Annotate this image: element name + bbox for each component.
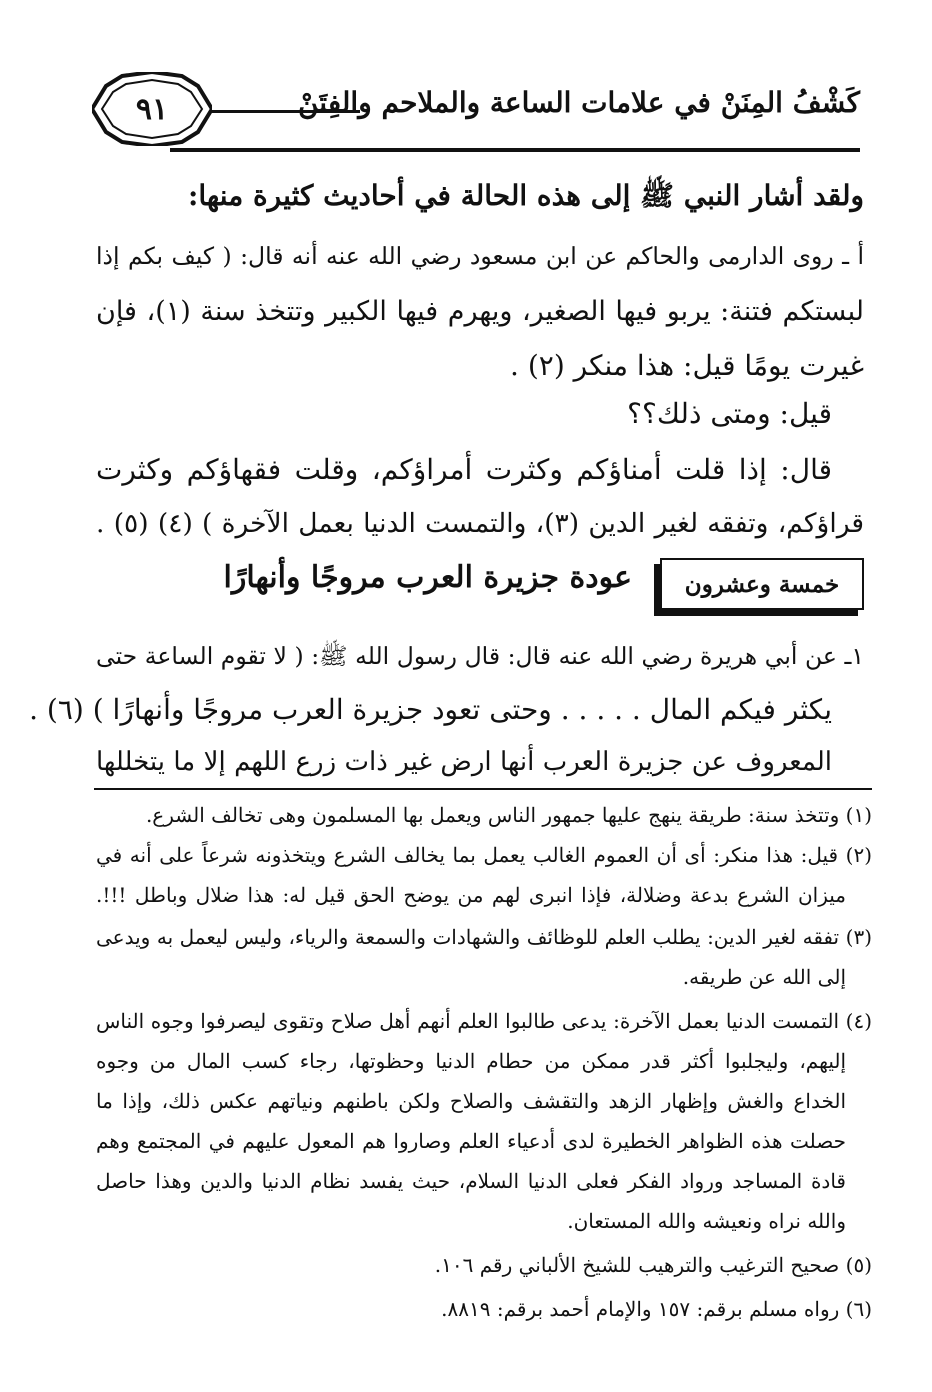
- hadith-a-line-3: غيرت يومًا قيل: هذا منكر (٢) .: [510, 349, 864, 382]
- header-dash: [208, 110, 360, 113]
- footnote-2-cont: ميزان الشرع بدعة وضلالة، فإذا انبرى لهم من يوضح الحق قيل له: هذا ضلال وباطل !!!.: [96, 883, 846, 907]
- answer-line-2: قراؤكم، وتفقه لغير الدين (٣)، والتمست الدنيا بعمل الآخرة ) (٤) (٥) .: [96, 508, 865, 539]
- answer-line-1: قال: إذا قلت أمناؤكم وكثرت أمراؤكم، وقلت فقهاؤكم وكثرت: [96, 453, 832, 486]
- hadith-1-line-3: المعروف عن جزيرة العرب أنها ارض غير ذات زرع اللهم إلا ما يتخللها: [96, 747, 832, 777]
- footnote-4-cont-3: حصلت هذه الظواهر الخطيرة لدى أدعياء العلم وصاروا هم المعول عليهم في المجتمع وهم: [96, 1129, 846, 1153]
- footnote-4-cont-5: والله نراه ونعيشه والله المستعان.: [567, 1209, 846, 1233]
- section-number-box: خمسة وعشرون: [660, 558, 864, 610]
- page-number: ٩١: [135, 91, 169, 127]
- question-line: قيل: ومتى ذلك؟؟: [627, 397, 832, 430]
- footnote-separator: [94, 788, 872, 790]
- intro-line: ولقد أشار النبي ﷺ إلى هذه الحالة في أحاديث كثيرة منها:: [188, 179, 864, 212]
- footnote-2: (٢) قيل: هذا منكر: أى أن العموم الغالب يعمل بما يخالف الشرع ويتخذونه شرعاً على أنه في: [96, 843, 872, 867]
- hadith-1-line-1: ١ـ عن أبي هريرة رضي الله عنه قال: قال رسول الله ﷺ: ( لا تقوم الساعة حتى: [96, 642, 864, 670]
- footnote-5: (٥) صحيح الترغيب والترهيب للشيخ الألباني رقم ١٠٦.: [434, 1253, 872, 1277]
- page-number-badge: [92, 72, 212, 146]
- footnote-4-cont-2: الخداع والغش وإظهار الزهد والتقشف والصلاح ولكن باطنهم ونياتهم عكس ذلك، وإذا ما: [96, 1089, 846, 1113]
- footnote-4: (٤) التمست الدنيا بعمل الآخرة: يدعى طالبوا العلم أنهم أهل صلاح وتقوى ليصرفوا وجوه الناس: [96, 1009, 872, 1033]
- page-header: [60, 66, 860, 152]
- hadith-a-line-2: لبستكم فتنة: يربو فيها الصغير، ويهرم فيها الكبير وتتخذ سنة (١)، فإن: [96, 296, 864, 327]
- footnote-4-cont-4: قادة المساجد ورواد الفكر فعلى الدنيا السلام، حيث يفسد نظام الدنيا والدين وهذا حاصل: [96, 1169, 846, 1193]
- footnote-4-cont-1: إليهم، وليجلبوا أكثر قدر ممكن من حطام الدنيا وحظوتها، رجاء كسب المال من وجوه: [96, 1049, 846, 1073]
- footnote-3-cont: إلى الله عن طريقه.: [682, 965, 846, 989]
- footnote-3: (٣) تفقه لغير الدين: يطلب العلم للوظائف والشهادات والسمعة والرياء، وليس ليعمل به ويدعى: [96, 925, 872, 949]
- hadith-a-line-1: أ ـ روى الدارمى والحاكم عن ابن مسعود رضي الله عنه أنه قال: ( كيف بكم إذا: [96, 242, 864, 270]
- hadith-1-line-2: يكثر فيكم المال . . . . . وحتى تعود جزيرة العرب مروجًا وأنهارًا ) (٦) .: [29, 693, 832, 726]
- book-title: كَشْفُ المِنَنْ في علامات الساعة والملاحم والفِتَنْ: [297, 86, 860, 119]
- footnote-1: (١) وتتخذ سنة: طريقة ينهج عليها جمهور الناس ويعمل بها المسلمون وهى تخالف الشرع.: [145, 803, 872, 827]
- header-rule: [170, 148, 860, 152]
- section-title: عودة جزيرة العرب مروجًا وأنهارًا: [223, 560, 632, 595]
- footnote-6: (٦) رواه مسلم برقم: ١٥٧ والإمام أحمد برقم: ٨٨١٩.: [441, 1297, 872, 1321]
